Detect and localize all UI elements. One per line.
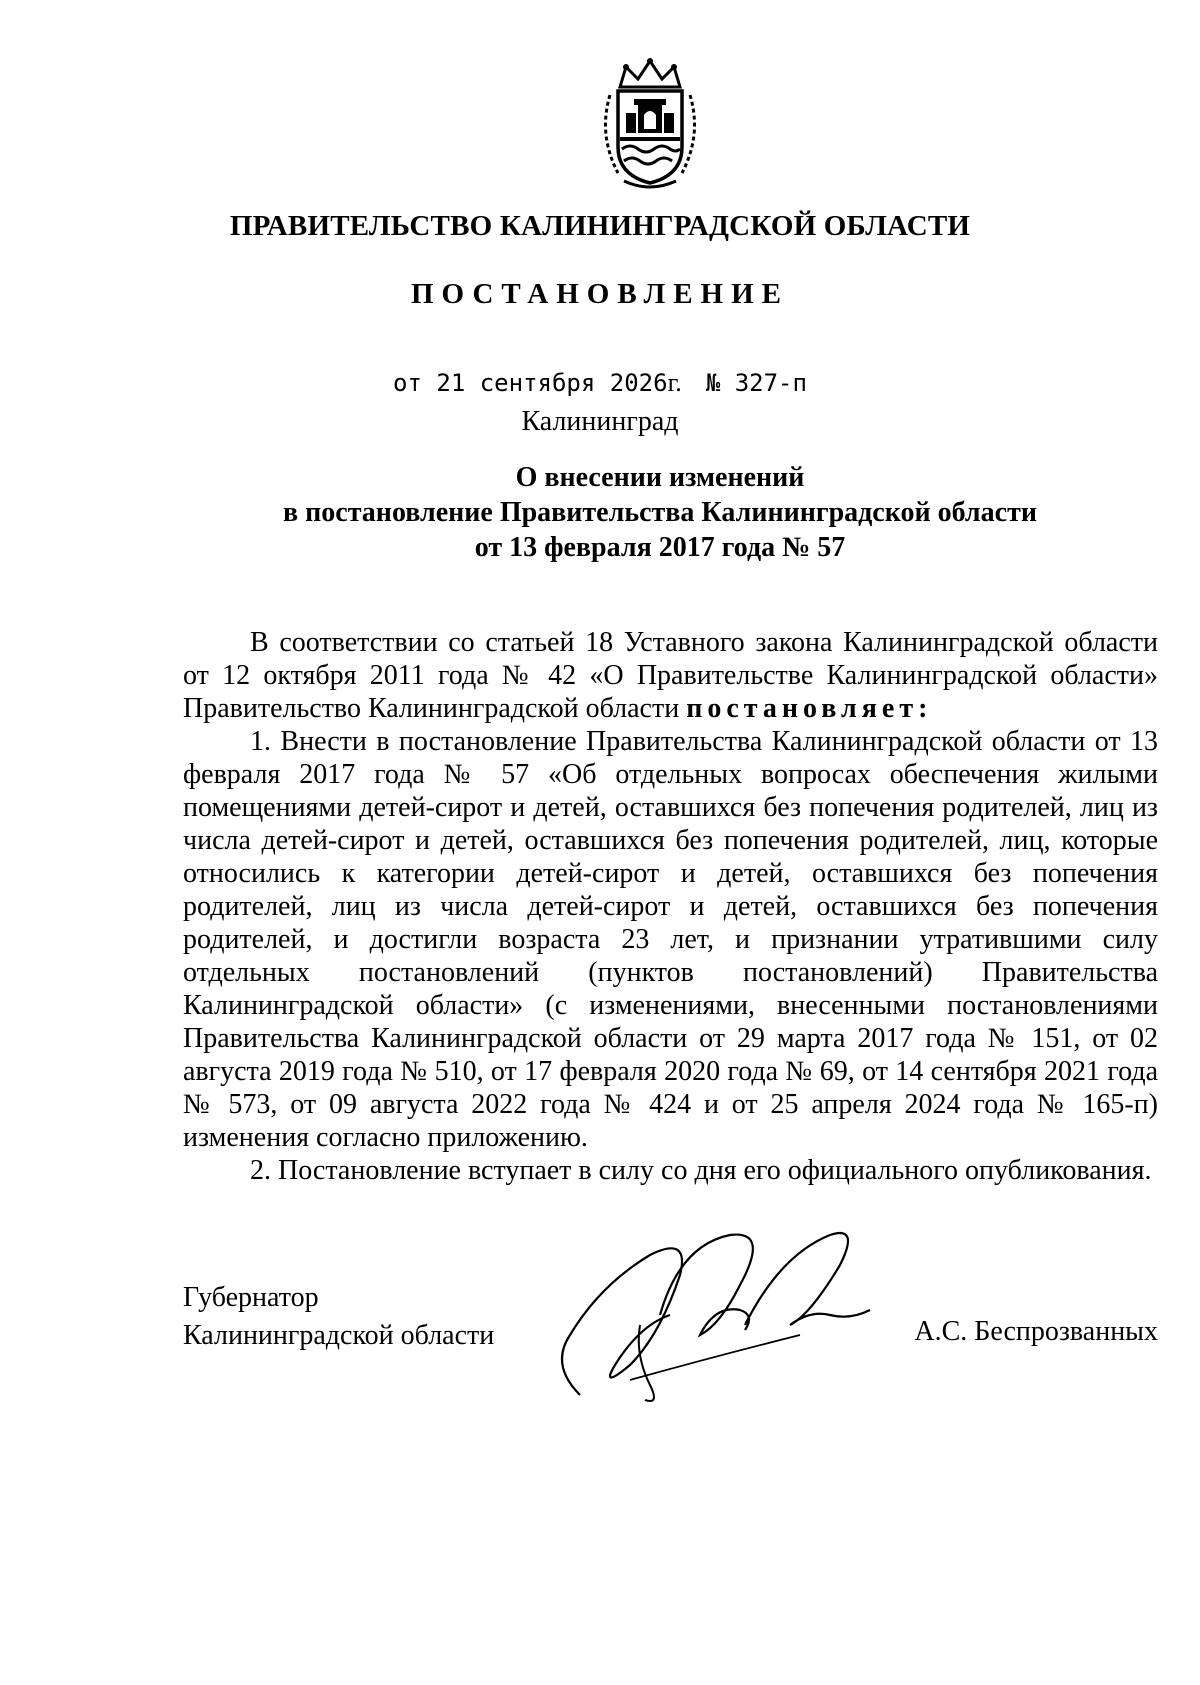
subject-line-2: в постановление Правительства Калининградской области [283, 497, 1037, 528]
clause-2-paragraph: 2. Постановление вступает в силу со дня его официального опубликования. [250, 1155, 1152, 1186]
signatory-position-line-2: Калининградской области [183, 1320, 495, 1351]
signatory-name: А.С. Беспрозванных [914, 1316, 1158, 1347]
document-city: Калининград [521, 406, 679, 437]
signatory-position-line-1: Губернатор [183, 1282, 319, 1313]
preamble-text: В соответствии со статьей 18 Уставного закона Калининградской области от 12 октября 2011 года № 42 «О Правительстве Калининградской области» Правительство Калининградской области [183, 627, 1158, 724]
preamble-paragraph [183, 626, 1158, 725]
kaliningrad-coat-of-arms-icon [590, 55, 710, 190]
subject-line-3: от 13 февраля 2017 года № 57 [474, 532, 846, 563]
document-body [183, 626, 1158, 1187]
resolves-verb: постановляет: [686, 693, 933, 724]
document-subject [200, 460, 1120, 565]
clause-1-paragraph: 1. Внести в постановление Правительства Калининградской области от 13 февраля 2017 года № 57 «Об отдельных вопросах обеспечения жилыми помещениями детей-сирот и детей, оставшихся без попечения родителей, лиц из числа детей-сирот и детей, оставшихся без попечения родителей, лиц, которые относились к категории детей-сирот и детей, оставшихся без попечения родителей, лиц из числа детей-сирот и детей, оставшихся без попечения родителей, и достигли возраста 23 лет, и признании утратившими силу отдельных постановлений (пунктов постановлений) Правительства Калининградской области» (с изменениями, внесенными постановлениями Правительства Калининградской области от 29 марта 2017 года № 151, от 02 августа 2019 года № 510, от 17 февраля 2020 года № 69, от 14 сентября 2021 года № 573, от 09 августа 2022 года № 424 и от 25 апреля 2024 года № 165-п) изменения согласно приложению. [183, 726, 1158, 1153]
document-date-line [0, 368, 1200, 398]
year-suffix: г. [667, 368, 682, 397]
organization-title: ПРАВИТЕЛЬСТВО КАЛИНИНГРАДСКОЙ ОБЛАСТИ [229, 210, 971, 242]
signatory-position [183, 1279, 494, 1355]
document-number: № 327-п [705, 369, 807, 397]
handwritten-signature [540, 1215, 900, 1415]
document-type-title: ПОСТАНОВЛЕНИЕ [410, 278, 789, 310]
document-date: от 21 сентября 2026 [393, 369, 668, 397]
subject-line-1: О внесении изменений [515, 462, 805, 493]
